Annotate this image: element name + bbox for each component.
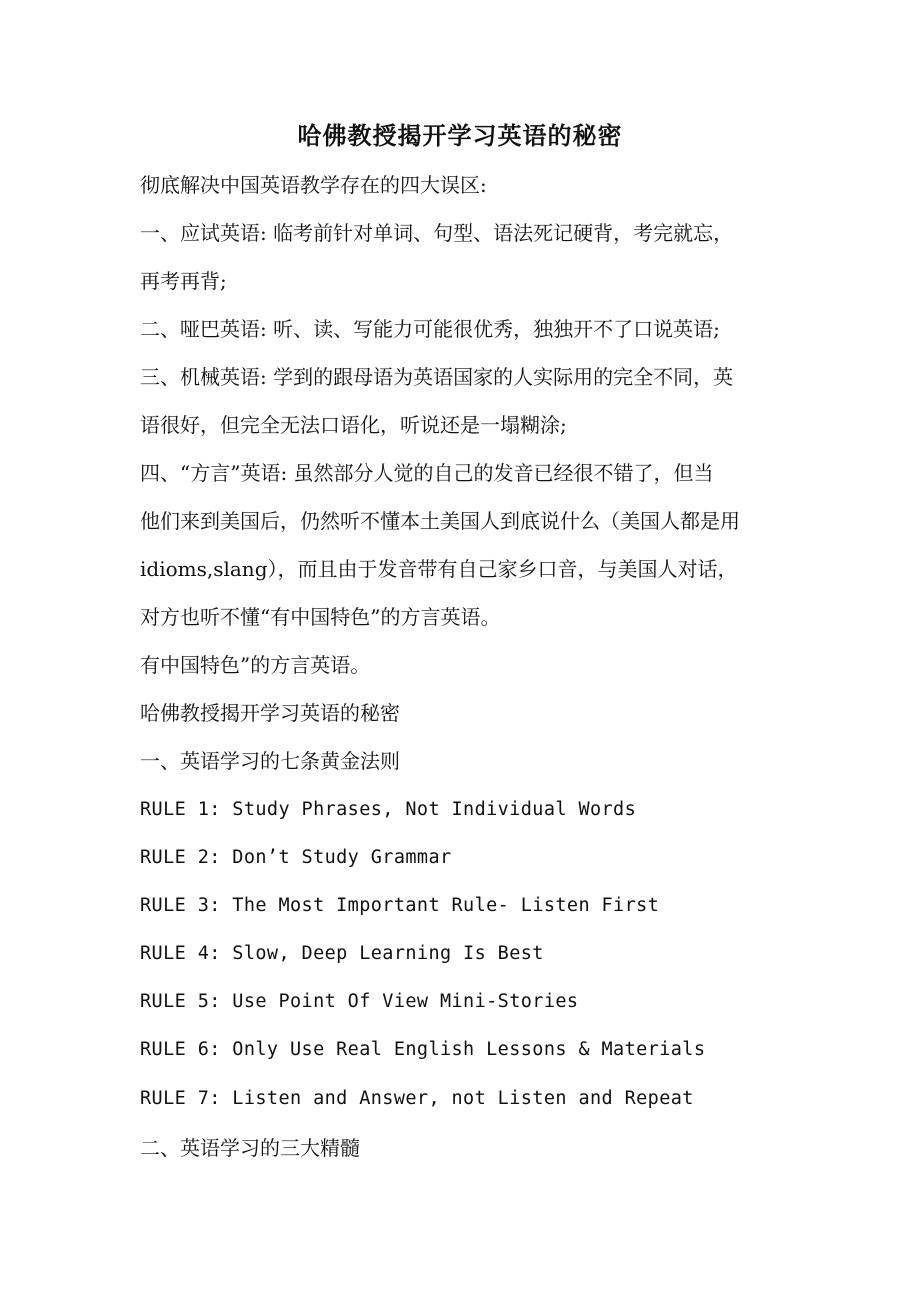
rule-item: RULE 1: Study Phrases, Not Individual Words — [140, 799, 637, 820]
rule-item: RULE 2: Don’t Study Grammar — [140, 847, 452, 868]
rule-item: RULE 4: Slow, Deep Learning Is Best — [140, 943, 544, 964]
rule-item: RULE 5: Use Point Of View Mini-Stories — [140, 991, 579, 1012]
rule-item: RULE 6: Only Use Real English Lessons & Materials — [140, 1039, 706, 1060]
repeated-fragment-line: 有中国特色”的方言英语。 — [140, 653, 371, 677]
section-1-heading: 一、英语学习的七条黄金法则 — [140, 749, 400, 773]
myth-4-continued-2: idioms,slang），而且由于发音带有自己家乡口音，与美国人对话， — [140, 557, 738, 581]
subtitle-line: 哈佛教授揭开学习英语的秘密 — [140, 701, 400, 725]
rule-item: RULE 7: Listen and Answer, not Listen and Repeat — [140, 1088, 694, 1109]
section-2-heading: 二、英语学习的三大精髓 — [140, 1136, 360, 1160]
document-title: 哈佛教授揭开学习英语的秘密 — [297, 121, 623, 150]
myth-4-continued-3: 对方也听不懂“有中国特色”的方言英语。 — [140, 605, 501, 629]
myth-3-line: 三、机械英语: 学到的跟母语为英语国家的人实际用的完全不同，英 — [140, 365, 734, 389]
myth-4-line: 四、“方言”英语: 虽然部分人觉的自己的发音已经很不错了，但当 — [140, 461, 714, 485]
myth-3-continued: 语很好，但完全无法口语化，听说还是一塌糊涂; — [140, 413, 567, 437]
rule-item: RULE 3: The Most Important Rule- Listen First — [140, 895, 660, 916]
myth-4-continued-1: 他们来到美国后，仍然听不懂本土美国人到底说什么（美国人都是用 — [140, 509, 740, 533]
myth-1-line: 一、应试英语: 临考前针对单词、句型、语法死记硬背，考完就忘， — [140, 221, 734, 245]
myth-1-continued: 再考再背; — [140, 269, 227, 293]
myth-2-line: 二、哑巴英语: 听、读、写能力可能很优秀，独独开不了口说英语; — [140, 317, 720, 341]
intro-line: 彻底解决中国英语教学存在的四大误区: — [140, 173, 487, 197]
